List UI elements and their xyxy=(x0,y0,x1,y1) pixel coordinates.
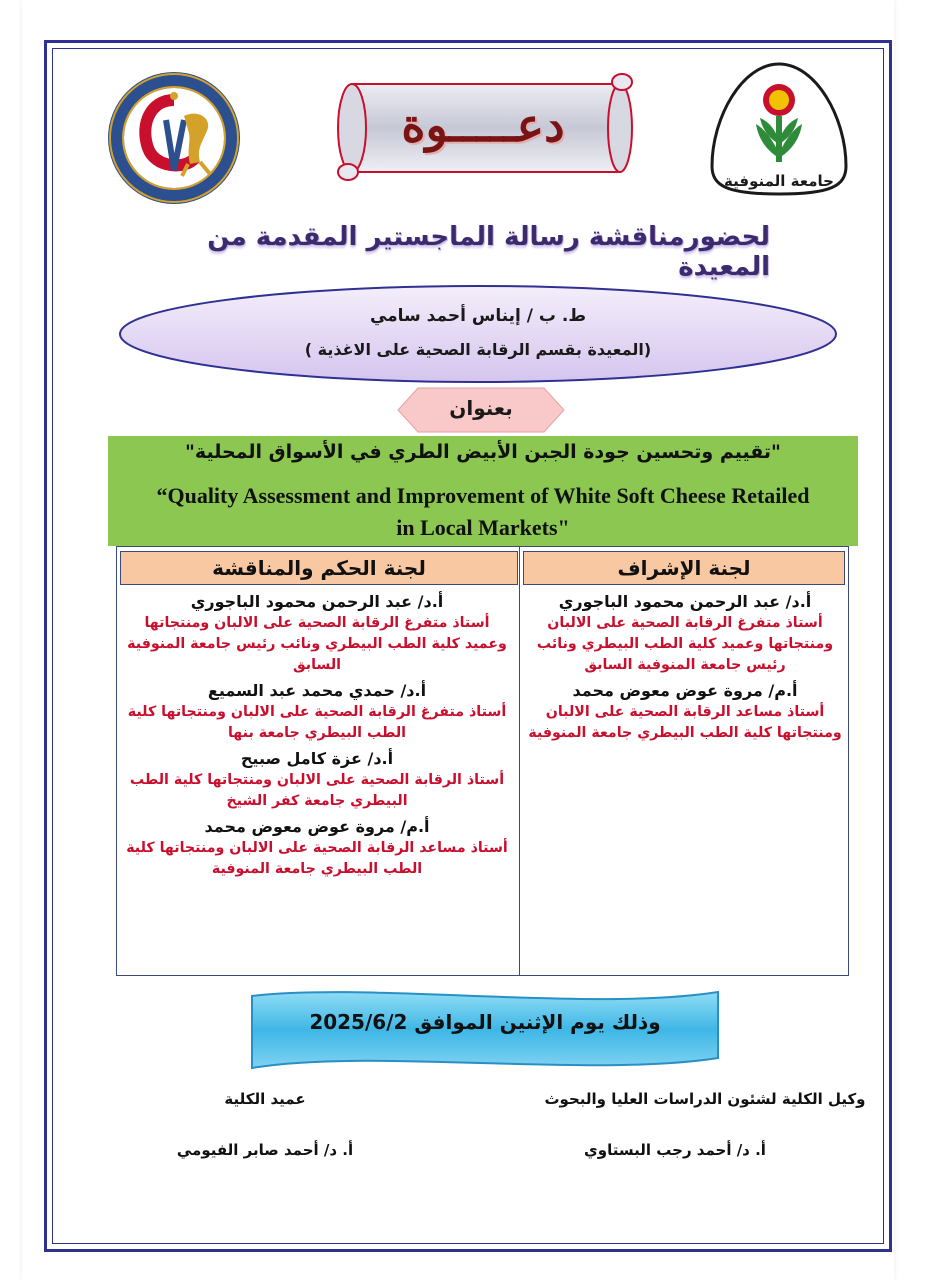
thesis-title-english-line2: in Local Markets" xyxy=(396,515,570,540)
examination-committee-heading: لجنة الحكم والمناقشة xyxy=(120,551,518,585)
committees-table xyxy=(116,546,849,976)
candidate-department: (المعيدة بقسم الرقابة الصحية على الاغذية ) xyxy=(304,340,652,359)
member-description: أستاذ الرقابة الصحية على الالبان ومنتجاتها كلية الطب البيطري جامعة كفر الشيخ xyxy=(129,772,505,809)
member-name: أ.د/ عبد الرحمن محمود الباجوري xyxy=(558,592,812,611)
member-name: أ.م/ مروة عوض معوض محمد xyxy=(572,681,798,700)
defense-date: وذلك يوم الإثنين الموافق 2025/6/2 xyxy=(309,1010,661,1034)
examination-committee-members xyxy=(121,591,513,880)
dean-name: أ. د/ أحمد صابر الفيومي xyxy=(176,1141,354,1159)
thesis-title-arabic: "تقييم وتحسين جودة الجبن الأبيض الطري في الأسواق المحلية" xyxy=(185,441,781,463)
university-logo-caption: جامعة المنوفية xyxy=(724,172,834,190)
thesis-title-english xyxy=(108,480,858,544)
column-divider xyxy=(519,547,520,975)
candidate-ellipse xyxy=(118,284,838,384)
invitation-banner-title: دعـــــوة xyxy=(401,98,565,152)
vice-dean-title: وكيل الكلية لشئون الدراسات العليا والبحوث xyxy=(544,1090,866,1108)
faculty-logo xyxy=(100,70,248,206)
university-logo xyxy=(706,58,852,200)
member-name: أ.د/ حمدي محمد عبد السميع xyxy=(207,681,427,700)
member-name: أ.د/ عزة كامل صبيح xyxy=(240,749,394,768)
supervision-committee-members xyxy=(527,591,843,744)
member-description: أستاذ مساعد الرقابة الصحية على الالبان ومنتجاتها كلية الطب البيطري جامعة المنوفية xyxy=(528,704,842,741)
member-description: أستاذ متفرغ الرقابة الصحية على الالبان ومنتجاتها وعميد كلية الطب البيطري ونائب رئيس جامعة المنوفية السابق xyxy=(127,615,507,673)
member-name: أ.د/ عبد الرحمن محمود الباجوري xyxy=(190,592,444,611)
member-name: أ.م/ مروة عوض معوض محمد xyxy=(204,817,430,836)
supervision-committee-heading: لجنة الإشراف xyxy=(523,551,845,585)
invitation-line: لحضورمناقشة رسالة الماجستير المقدمة من المعيدة xyxy=(207,222,770,282)
member-description: أستاذ متفرغ الرقابة الصحية على الالبان ومنتجاتها كلية الطب البيطري جامعة بنها xyxy=(127,704,507,741)
member-description: أستاذ مساعد الرقابة الصحية على الالبان ومنتجاتها كلية الطب البيطري جامعة المنوفية xyxy=(126,840,508,877)
titled-label: بعنوان xyxy=(449,396,513,420)
member-description: أستاذ متفرغ الرقابة الصحية على الالبان ومنتجاتها وعميد كلية الطب البيطري ونائب رئيس جامعة المنوفية السابق xyxy=(536,615,834,673)
vice-dean-name: أ. د/ أحمد رجب البستاوي xyxy=(584,1141,766,1159)
candidate-name: ط. ب / إيناس أحمد سامي xyxy=(369,306,587,326)
thesis-title-english-line1: “Quality Assessment and Improvement of White Soft Cheese Retailed xyxy=(156,483,810,508)
dean-title: عميد الكلية xyxy=(224,1090,306,1108)
